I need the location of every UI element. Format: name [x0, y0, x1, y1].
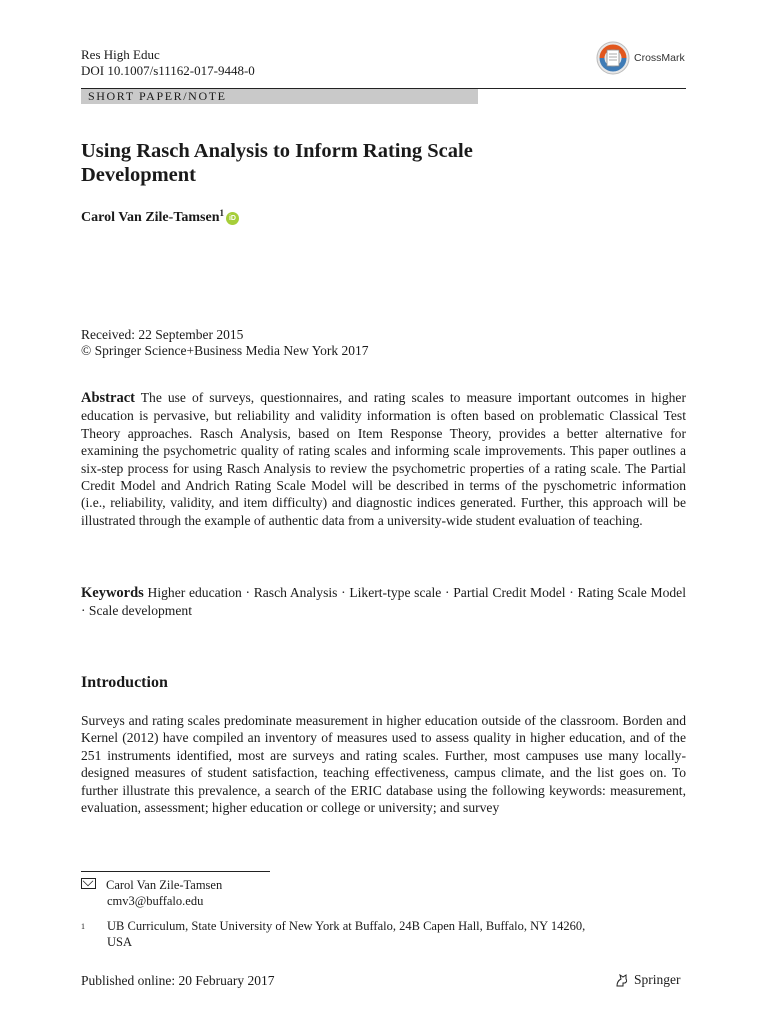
footnote-rule: [81, 871, 270, 872]
abstract: [81, 389, 686, 529]
crossmark-badge[interactable]: [596, 41, 685, 75]
contact-email[interactable]: cmv3@buffalo.edu: [107, 893, 204, 908]
introduction-heading: Introduction: [81, 674, 168, 691]
affiliation-footnote: [81, 919, 585, 950]
journal-meta: [81, 47, 255, 79]
affiliation-line-1: UB Curriculum, State University of New York at Buffalo, 24B Capen Hall, Buffalo, NY 14260,: [107, 919, 586, 933]
doi[interactable]: DOI 10.1007/s11162-017-9448-0: [81, 63, 255, 78]
published-online: Published online: 20 February 2017: [81, 973, 275, 988]
journal-name: Res High Educ: [81, 47, 160, 62]
title-line-2: Development: [81, 164, 197, 186]
section-banner: SHORT PAPER/NOTE: [81, 89, 478, 104]
publisher-logo: [614, 972, 681, 988]
contact-name: Carol Van Zile-Tamsen: [106, 878, 223, 892]
article-title: [81, 139, 601, 187]
publisher-name: Springer: [634, 972, 681, 987]
title-line-1: Using Rasch Analysis to Inform Rating Scale: [81, 140, 473, 162]
crossmark-icon: [596, 41, 630, 75]
keywords: [81, 584, 686, 620]
author-affiliation-mark: 1: [219, 208, 224, 218]
contact-footnote: [81, 878, 222, 909]
copyright-notice: © Springer Science+Business Media New York 2017: [81, 343, 369, 358]
keywords-label: Keywords: [81, 585, 144, 601]
affiliation-number: 1: [81, 922, 85, 931]
introduction-text: Surveys and rating scales predominate measurement in higher education outside of the classroom. Borden and Kernel (2012) have compiled an inventory of measures used to assess quality in higher education, and of the 251 instruments identified, most are surveys and rating scales. Further, most campuses use many locally-designed measures of student satisfaction, teaching effectiveness, campus climate, and the list goes on. To further illustrate this prevalence, a search of the ERIC database using the following keywords: measurement, evaluation, assessment; higher education or college or university; and survey: [81, 713, 686, 816]
author-name[interactable]: Carol Van Zile-Tamsen: [81, 210, 220, 225]
keywords-text: Higher education · Rasch Analysis · Likert-type scale · Partial Credit Model · Rating Scale Model · Scale development: [81, 585, 686, 619]
received-date: Received: 22 September 2015: [81, 327, 244, 342]
history: [81, 327, 368, 359]
affiliation-line-2: USA: [107, 934, 133, 949]
crossmark-label: CrossMark: [634, 52, 685, 64]
orcid-icon[interactable]: iD: [226, 212, 239, 225]
abstract-text: The use of surveys, questionnaires, and rating scales to measure important outcomes in higher education is pervasive, but reliability and validity information is often based on problematic Classical Test Theory approaches. Rasch Analysis, based on Item Response Theory, provides a better alternative for examining the psychometric quality of rating scales and informing scale improvements. This paper outlines a six-step process for using Rasch Analysis to review the psychometric properties of a rating scale. The Partial Credit Model and Andrich Rating Scale Model will be described in terms of the pyschometric information (i.e., reliability, validity, and item difficulty) and diagnostic indices generated. Further, this approach will be illustrated through the example of authentic data from a university-wide student evaluation of teaching.: [81, 390, 686, 528]
author-line: [81, 209, 239, 227]
envelope-icon: [81, 878, 96, 889]
springer-horse-icon: [614, 972, 630, 988]
abstract-label: Abstract: [81, 390, 135, 406]
